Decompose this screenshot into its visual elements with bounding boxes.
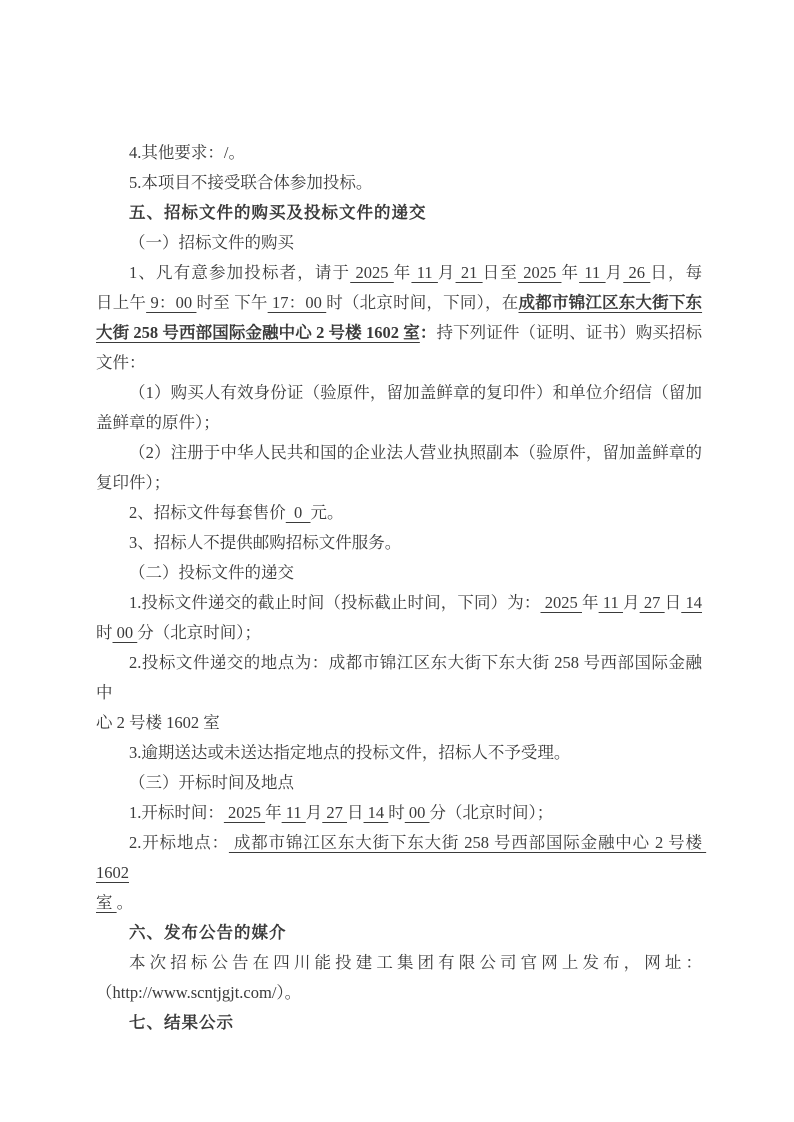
item-4-other-requirements — [96, 138, 702, 168]
item-5-no-consortium — [96, 168, 702, 198]
text-run: 2025 — [350, 263, 394, 282]
text-run: 9：00 — [146, 293, 197, 312]
text-run: 2.投标文件递交的地点为：成都市锦江区东大街下东大街 258 号西部国际金融中 — [96, 653, 702, 702]
text-run: 月 — [305, 803, 323, 822]
purchase-para-line-1 — [96, 258, 702, 288]
text-run: 27 — [639, 593, 665, 612]
subsection-2-heading — [96, 558, 702, 588]
text-run: 27 — [322, 803, 348, 822]
text-run: 元。 — [310, 503, 344, 522]
text-run: 文件： — [96, 353, 146, 372]
text-run: 17：00 — [267, 293, 327, 312]
text-run: 月 — [437, 263, 456, 282]
text-run: 室 — [96, 893, 117, 912]
text-run: 心 2 号楼 1602 室 — [96, 713, 220, 732]
text-run: 成都市锦江区东大街下东大街 258 号西部国际金融中心 2 号楼 1602 — [96, 833, 707, 882]
text-run: 日至 — [482, 263, 518, 282]
section-6-heading — [96, 918, 702, 948]
text-run: 1、凡有意参加投标者，请于 — [129, 263, 351, 282]
text-run: 时 — [96, 623, 113, 642]
opening-place-line-2 — [96, 888, 702, 918]
text-run: 0 — [285, 503, 311, 522]
text-run: 11 — [579, 263, 606, 282]
text-run: 5.本项目不接受联合体参加投标。 — [129, 173, 373, 192]
text-run: （http://www.scntjgjt.com/）。 — [96, 983, 302, 1002]
document-body — [96, 138, 707, 1038]
text-run: 年 — [561, 263, 580, 282]
credential-1-line-1 — [96, 378, 702, 408]
text-run: （1）购买人有效身份证（验原件，留加盖鲜章的复印件）和单位介绍信（留加 — [129, 383, 702, 402]
text-run: 盖鲜章的原件）； — [96, 413, 220, 432]
text-run: 。 — [116, 893, 134, 912]
text-run: 时（北京时间，下同），在 — [326, 293, 519, 312]
document-price — [96, 498, 702, 528]
text-run: 月 — [623, 593, 640, 612]
website-url — [96, 978, 702, 1008]
text-run: 2、招标文件每套售价 — [129, 503, 286, 522]
text-run: 4.其他要求：/。 — [129, 143, 245, 162]
text-run: ： — [419, 323, 437, 342]
text-run: 本次招标公告在四川能投建工集团有限公司官网上发布，网址： — [129, 953, 702, 972]
text-run: 00 — [112, 623, 138, 642]
late-submission — [96, 738, 702, 768]
subsection-3-heading — [96, 768, 702, 798]
text-run: 时至 下午 — [196, 293, 268, 312]
text-run: （2）注册于中华人民共和国的企业法人营业执照副本（验原件，留加盖鲜章的 — [129, 443, 702, 462]
no-mail-order — [96, 528, 702, 558]
text-run: 年 — [582, 593, 599, 612]
submission-place-line-1 — [96, 648, 702, 708]
text-run: 2025 — [540, 593, 582, 612]
text-run: 成都市锦江区东大街下东 — [518, 293, 703, 312]
text-run: 14 — [363, 803, 389, 822]
text-run: 六、发布公告的媒介 — [129, 923, 287, 942]
media-line-1 — [96, 948, 702, 978]
text-run: 11 — [281, 803, 306, 822]
text-run: 21 — [455, 263, 483, 282]
text-run: 11 — [598, 593, 624, 612]
text-run: 14 — [681, 593, 703, 612]
text-run: 时 — [388, 803, 405, 822]
text-run: 分（北京时间）； — [429, 803, 554, 822]
text-run: 复印件）； — [96, 473, 171, 492]
section-7-heading — [96, 1008, 702, 1038]
text-run: 日，每 — [650, 263, 703, 282]
text-run: （二）投标文件的递交 — [129, 563, 294, 582]
text-run: 2025 — [223, 803, 266, 822]
text-run: 3、招标人不提供邮购招标文件服务。 — [129, 533, 402, 552]
text-run: 日 — [347, 803, 364, 822]
credential-2-line-1 — [96, 438, 702, 468]
text-run: 七、结果公示 — [129, 1013, 234, 1032]
text-run: 月 — [605, 263, 624, 282]
text-run: 00 — [404, 803, 430, 822]
text-run: 1.开标时间： — [129, 803, 224, 822]
text-run: 五、招标文件的购买及投标文件的递交 — [129, 203, 427, 222]
text-run: 日 — [664, 593, 682, 612]
deadline-line-2 — [96, 618, 702, 648]
text-run: 1.投标文件递交的截止时间（投标截止时间，下同）为： — [129, 593, 541, 612]
submission-place-line-2 — [96, 708, 702, 738]
opening-place-line-1 — [96, 828, 707, 888]
text-run: 年 — [265, 803, 282, 822]
text-run: 2.开标地点： — [129, 833, 229, 852]
purchase-para-line-4 — [96, 348, 702, 378]
text-run: 3.逾期送达或未送达指定地点的投标文件，招标人不予受理。 — [129, 743, 571, 762]
text-run: （三）开标时间及地点 — [129, 773, 294, 792]
subsection-1-heading — [96, 228, 702, 258]
text-run: （一）招标文件的购买 — [129, 233, 294, 252]
text-run: 年 — [393, 263, 412, 282]
section-5-heading — [96, 198, 702, 228]
credential-1-line-2 — [96, 408, 702, 438]
text-run: 分（北京时间）； — [137, 623, 261, 642]
text-run: 2025 — [517, 263, 562, 282]
credential-2-line-2 — [96, 468, 702, 498]
text-run: 持下列证件（证明、证书）购买招标 — [436, 323, 703, 342]
opening-time — [96, 798, 702, 828]
text-run: 26 — [623, 263, 651, 282]
text-run: 大街 258 号西部国际金融中心 2 号楼 1602 室 — [96, 323, 420, 342]
text-run: 日上午 — [96, 293, 147, 312]
deadline-line-1 — [96, 588, 702, 618]
purchase-para-line-2 — [96, 288, 702, 318]
text-run: 11 — [411, 263, 438, 282]
purchase-para-line-3 — [96, 318, 702, 348]
